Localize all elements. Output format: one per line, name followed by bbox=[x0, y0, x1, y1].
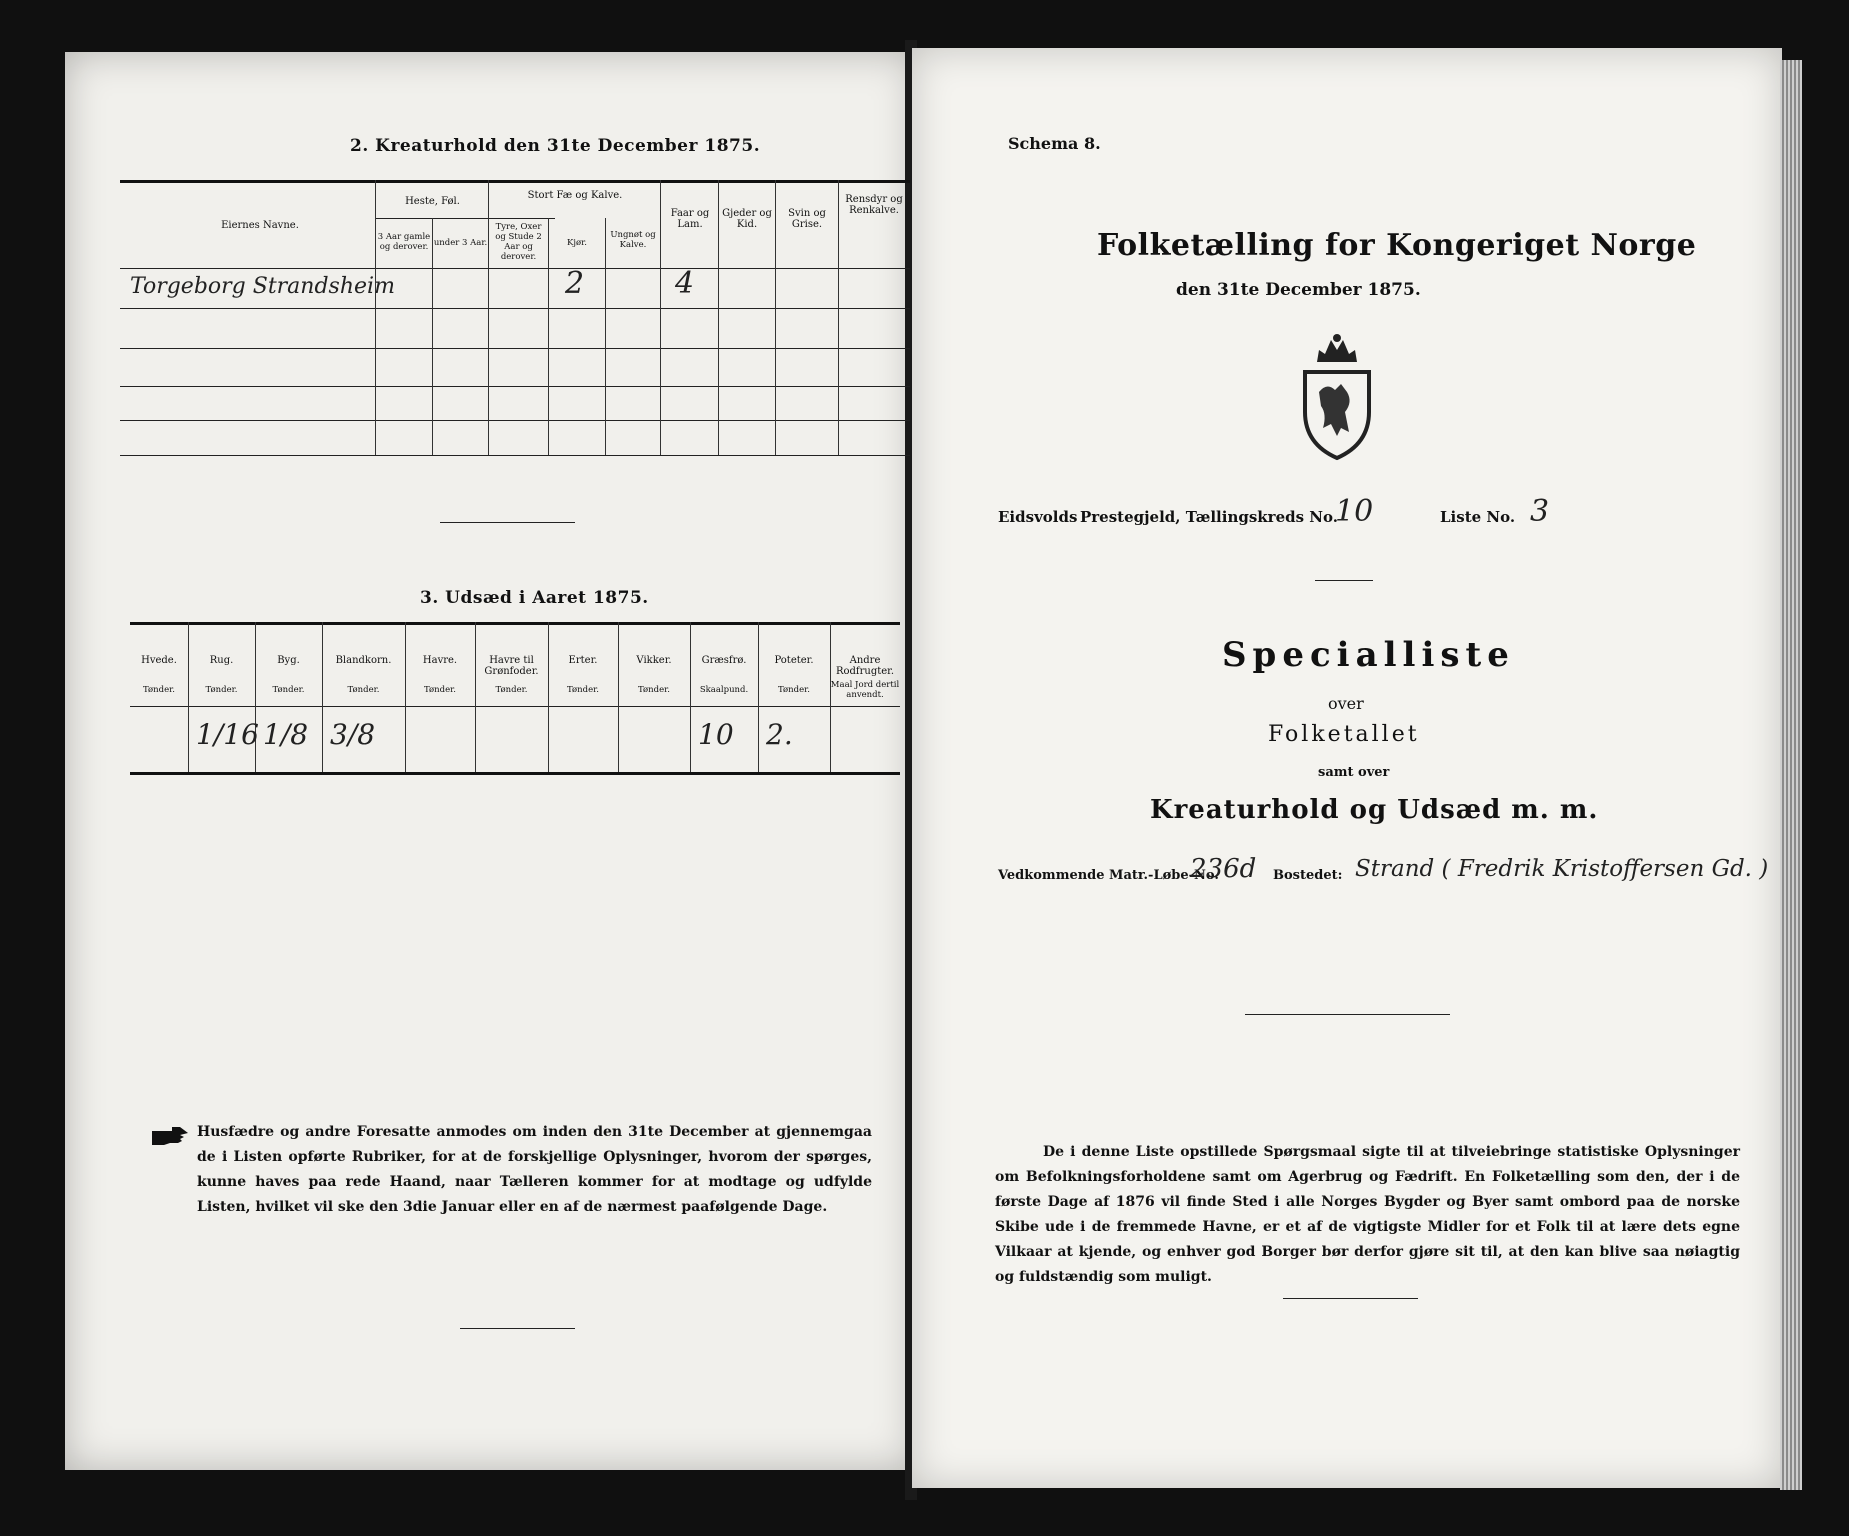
seed-header-name: Havre til Grønfoder. bbox=[484, 655, 539, 677]
location-prefix: Eidsvolds bbox=[998, 508, 1078, 526]
seed-header-unit: Tønder. bbox=[495, 685, 528, 695]
table-rule bbox=[130, 772, 900, 775]
bostedet-label: Bostedet: bbox=[1273, 868, 1343, 883]
seed-value: 1/16 bbox=[196, 718, 259, 751]
pointing-hand-icon bbox=[150, 1125, 190, 1147]
header-reindeer: Rensdyr og Renkalve. bbox=[845, 194, 903, 216]
table-rule bbox=[130, 706, 900, 707]
spec-title: Specialliste bbox=[1222, 635, 1515, 675]
header-owner: Eiernes Navne. bbox=[221, 220, 299, 231]
column-line bbox=[618, 622, 619, 772]
column-line bbox=[660, 180, 661, 455]
seed-header-unit: Tønder. bbox=[567, 685, 599, 695]
separator bbox=[1283, 1298, 1418, 1299]
seed-value: 1/8 bbox=[263, 718, 309, 751]
seed-header-unit: Skaalpund. bbox=[699, 685, 749, 695]
column-line bbox=[605, 218, 606, 455]
header-horses-sub2: under 3 Aar. bbox=[433, 238, 488, 248]
separator bbox=[440, 522, 575, 523]
column-line bbox=[405, 622, 406, 772]
seed-header-unit: Tønder. bbox=[638, 685, 670, 695]
column-line bbox=[838, 180, 839, 455]
coat-of-arms-icon bbox=[1297, 332, 1377, 462]
column-line bbox=[548, 218, 549, 455]
matr-number: 236d bbox=[1190, 854, 1257, 884]
seed-header-name: Erter. bbox=[568, 655, 598, 666]
seed-header-name: Rug. bbox=[209, 655, 234, 666]
seed-header-name: Blandkorn. bbox=[335, 655, 392, 666]
seed-header-unit: Tønder. bbox=[424, 685, 456, 695]
table-rule bbox=[120, 455, 910, 456]
header-cattle-sub2: Kjør. bbox=[567, 238, 587, 248]
census-date: den 31te December 1875. bbox=[1176, 280, 1421, 300]
separator bbox=[1245, 1014, 1450, 1015]
over-label: over bbox=[1328, 694, 1364, 713]
census-title: Folketælling for Kongeriget Norge bbox=[1097, 228, 1697, 263]
bostedet-value: Strand ( Fredrik Kristoffersen Gd. ) bbox=[1355, 856, 1769, 882]
table-rule bbox=[120, 308, 910, 309]
seed-header-name: Græsfrø. bbox=[701, 655, 747, 666]
column-line bbox=[548, 622, 549, 772]
page-edges bbox=[1780, 60, 1802, 1490]
seed-header-unit: Tønder. bbox=[143, 685, 175, 695]
section3-title: 3. Udsæd i Aaret 1875. bbox=[420, 588, 649, 608]
seed-header-unit: Tønder. bbox=[347, 685, 380, 695]
folketallet-label: Folketallet bbox=[1268, 722, 1420, 747]
column-line bbox=[475, 622, 476, 772]
seed-header-name: Vikker. bbox=[636, 655, 672, 666]
seed-header-unit: Tønder. bbox=[778, 685, 810, 695]
table-rule bbox=[130, 622, 900, 625]
column-line bbox=[322, 622, 323, 772]
seed-header-name: Hvede. bbox=[141, 655, 177, 666]
left-page bbox=[65, 52, 915, 1470]
seed-header-unit: Tønder. bbox=[272, 685, 305, 695]
seed-header-name: Havre. bbox=[422, 655, 458, 666]
seed-header-name: Byg. bbox=[277, 655, 300, 666]
header-horses-sub1: 3 Aar gamle og derover. bbox=[377, 232, 431, 252]
table-rule bbox=[120, 268, 910, 269]
header-sheep: Faar og Lam. bbox=[670, 208, 710, 230]
column-line bbox=[188, 622, 189, 772]
location-label: Prestegjeld, Tællingskreds No. bbox=[1080, 508, 1338, 526]
sheep-value: 4 bbox=[675, 266, 695, 301]
column-line bbox=[375, 180, 376, 455]
header-cattle-sub3: Ungnøt og Kalve. bbox=[610, 230, 656, 250]
column-line bbox=[432, 218, 433, 455]
owner-name: Torgeborg Strandsheim bbox=[130, 274, 395, 299]
table-rule bbox=[375, 218, 555, 219]
header-pigs: Svin og Grise. bbox=[788, 208, 826, 230]
samt-over-label: samt over bbox=[1318, 765, 1390, 780]
header-cattle: Stort Fæ og Kalve. bbox=[527, 190, 623, 201]
header-cattle-sub1: Tyre, Oxer og Stude 2 Aar og derover. bbox=[495, 222, 542, 262]
table-rule bbox=[120, 420, 910, 421]
header-horses: Heste, Føl. bbox=[405, 196, 460, 207]
liste-label: Liste No. bbox=[1440, 508, 1516, 526]
seed-header-unit: Maal Jord dertil anvendt. bbox=[830, 680, 900, 700]
schema-label: Schema 8. bbox=[1008, 134, 1101, 153]
separator bbox=[460, 1328, 575, 1329]
table-rule bbox=[120, 386, 910, 387]
kreds-number: 10 bbox=[1335, 494, 1374, 529]
table-rule bbox=[120, 180, 910, 183]
separator bbox=[1315, 580, 1373, 581]
seed-value: 10 bbox=[698, 718, 734, 751]
table-rule bbox=[120, 348, 910, 349]
kreaturhold-title: Kreaturhold og Udsæd m. m. bbox=[1150, 795, 1599, 825]
seed-header-unit: Tønder. bbox=[205, 685, 238, 695]
matr-label: Vedkommende Matr.-Løbe-No. bbox=[998, 868, 1219, 883]
seed-header-name: Andre Rodfrugter. bbox=[835, 655, 895, 677]
header-goats: Gjeder og Kid. bbox=[722, 208, 772, 230]
column-line bbox=[758, 622, 759, 772]
info-paragraph: De i denne Liste opstillede Spørgsmaal sigte til at tilveiebringe statistiske Oplysninger om Befolkningsforholdene samt om Agerbrug og Fædrift. En Folketælling som den, der i de første Dage af 1876 vil finde Sted i alle Norges Bygder og Byer samt ombord paa de norske Skibe ude i de fremmede Havne, er et af de vigtigste Midler for et Folk til at lære dets egne Vilkaar at kjende, og enhver god Borger bør derfor gjøre sit til, at den kan blive saa nøiagtig og fuldstændig som muligt. bbox=[995, 1144, 1740, 1285]
seed-value: 3/8 bbox=[330, 718, 376, 751]
seed-header-name: Poteter. bbox=[774, 655, 814, 666]
seed-value: 2. bbox=[766, 718, 793, 751]
cows-value: 2 bbox=[565, 266, 585, 301]
section2-title: 2. Kreaturhold den 31te December 1875. bbox=[350, 136, 761, 156]
liste-number: 3 bbox=[1530, 494, 1550, 529]
column-line bbox=[690, 622, 691, 772]
notice-text: Husfædre og andre Foresatte anmodes om inden den 31te December at gjennemgaa de i Listen opførte Rubriker, for at de forskjellige Oplysninger, hvorom der spørges, kunne haves paa rede Haand, naar Tælleren kommer for at modtage og udfylde Listen, hvilket vil ske den 3die Januar eller en af de nærmest paafølgende Dage. bbox=[197, 1124, 872, 1215]
